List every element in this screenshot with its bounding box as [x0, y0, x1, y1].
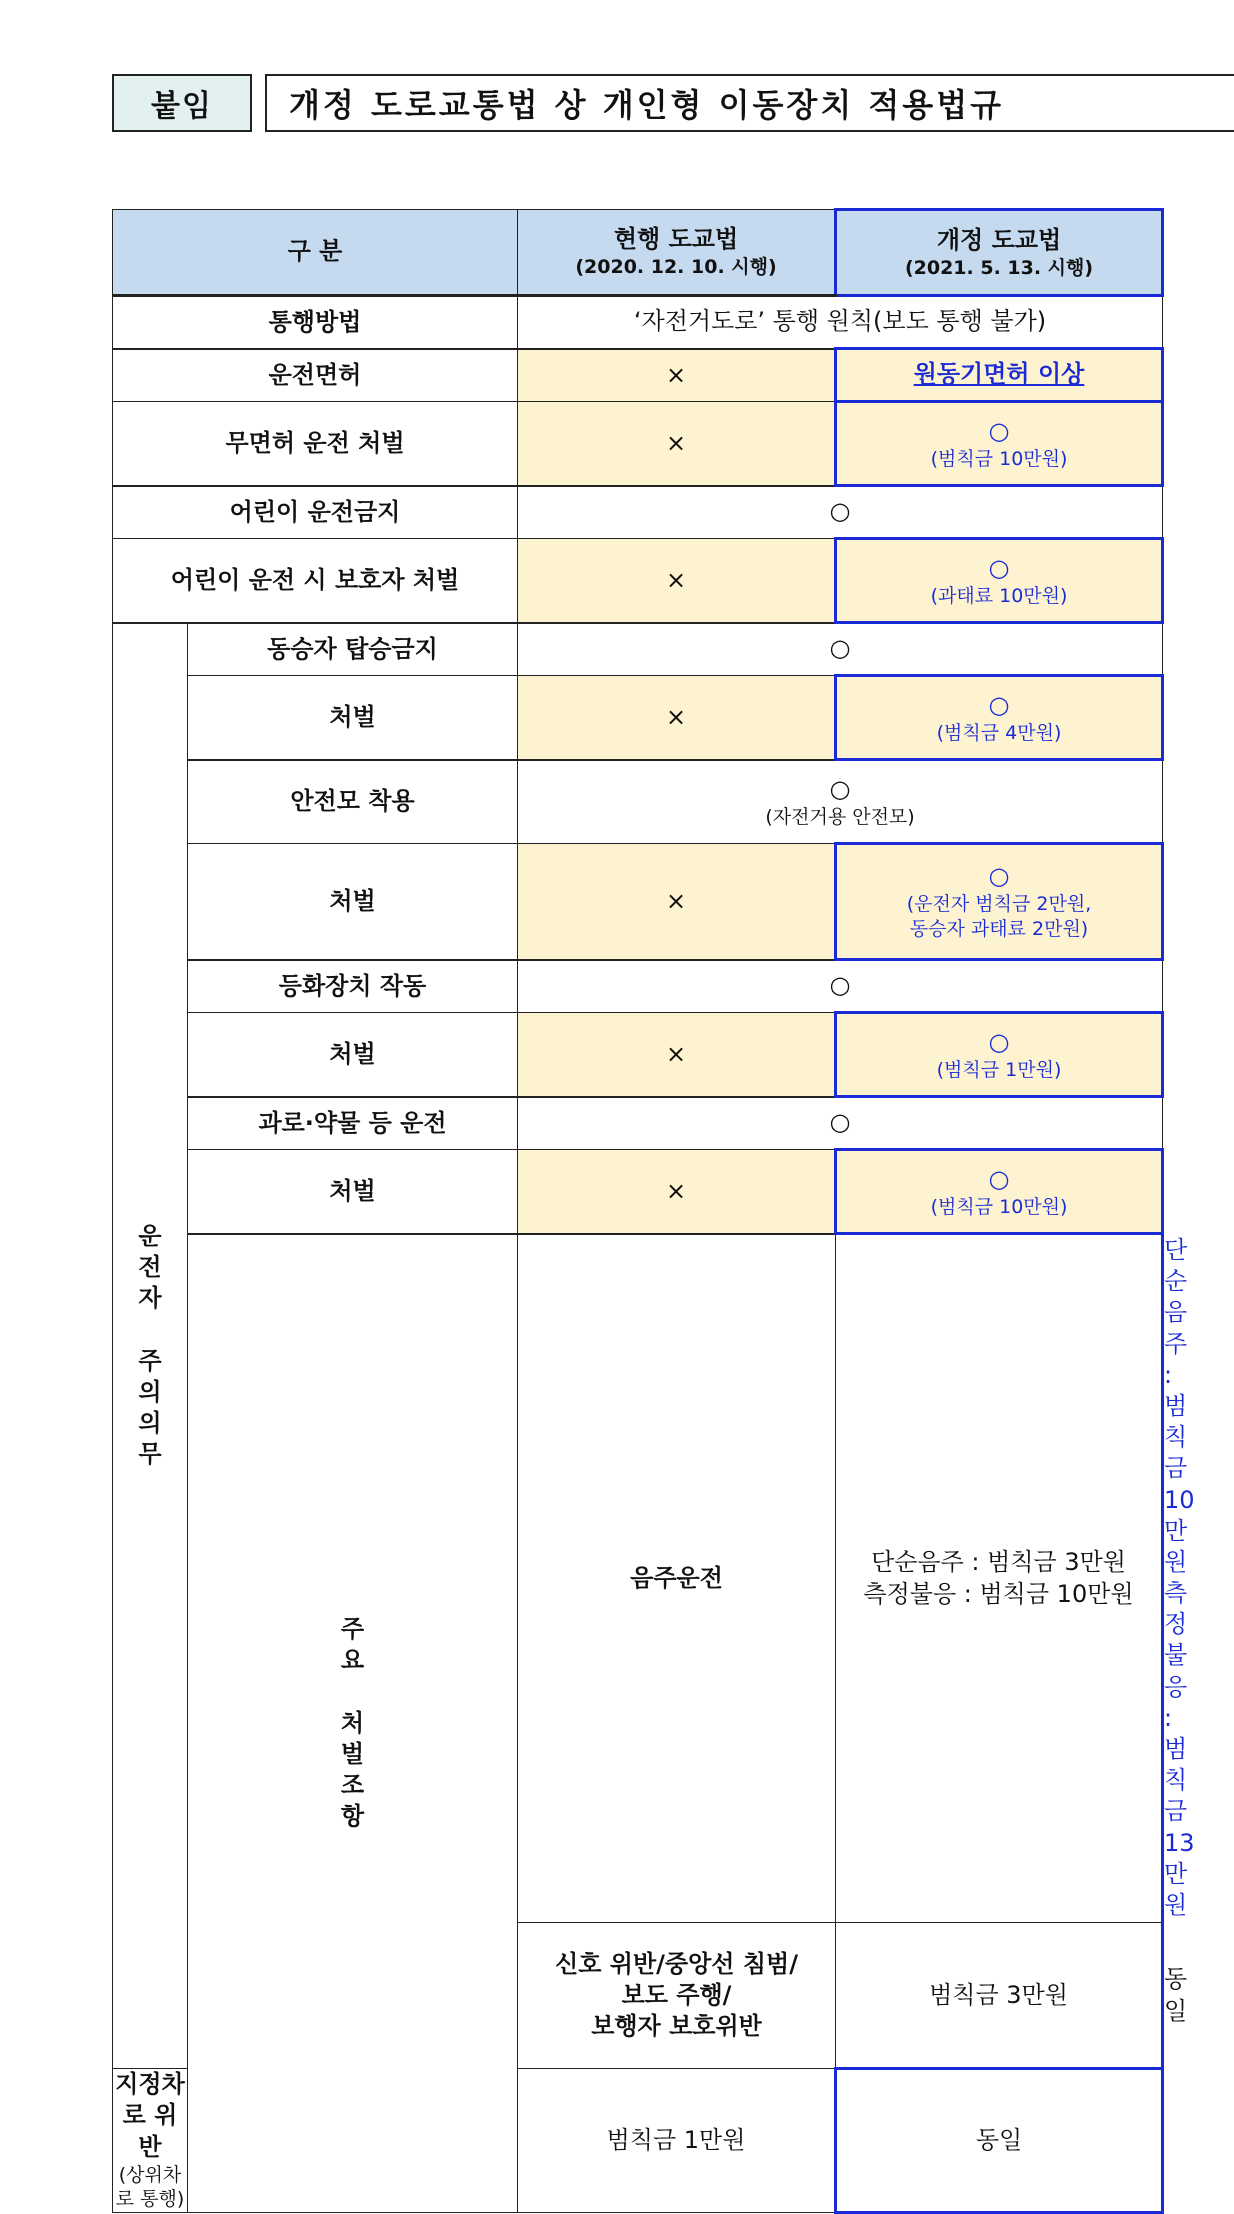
row-label: 운전면허 [113, 349, 518, 402]
header-revised-law: 개정 도교법 (2021. 5. 13. 시행) [836, 210, 1163, 296]
header-category: 구 분 [113, 210, 518, 296]
table-row [113, 1150, 1163, 1234]
row-label: 등화장치 작동 [188, 960, 518, 1013]
revised-value: ○ (운전자 범칙금 2만원, 동승자 과태료 2만원) [836, 844, 1163, 960]
current-value: 단순음주 : 범칙금 3만원 측정불응 : 범칙금 10만원 [836, 1234, 1163, 1923]
revised-value: ○ (범칙금 10만원) [836, 402, 1163, 486]
row-label: 안전모 착용 [188, 760, 518, 844]
current-value: × [518, 1150, 836, 1234]
document-title: 개정 도로교통법 상 개인형 이동장치 적용법규 [265, 74, 1234, 132]
row-label: 음주운전 [518, 1234, 836, 1923]
revised-value: 원동기면허 이상 [836, 349, 1163, 402]
table-row [113, 676, 1163, 760]
table-row [113, 402, 1163, 486]
table-row: 신호 위반/중앙선 침범/ 보도 주행/ 보행자 보호위반 범칙금 3만원 동일 [113, 1923, 1163, 2069]
table-row: 주 요 처 벌 조 항 음주운전 단순음주 : 범칙금 3만원 측정불응 : 범칙금 10만원 단순음주 : 범칙금 10만원 측정불응 : 범칙금 13만원 [113, 1234, 1163, 1923]
current-value: × [518, 676, 836, 760]
table-row [113, 960, 1163, 1013]
revised-value: ○ (과태료 10만원) [836, 539, 1163, 623]
table-row [113, 623, 1163, 676]
row-label: 어린이 운전금지 [113, 486, 518, 539]
table-row [113, 349, 1163, 402]
group-label-driver-duty: 운 전 자 주 의 의 무 [113, 623, 188, 2069]
current-value: × [518, 1013, 836, 1097]
merged-value: ○ [518, 623, 1163, 676]
current-value: × [518, 402, 836, 486]
row-label: 과로·약물 등 운전 [188, 1097, 518, 1150]
table-row [113, 844, 1163, 960]
row-label: 처벌 [188, 1150, 518, 1234]
regulation-table [112, 208, 1195, 2214]
merged-value: ○ [518, 960, 1163, 1013]
revised-value: ○ (범칙금 10만원) [836, 1150, 1163, 1234]
row-label: 처벌 [188, 1013, 518, 1097]
revised-value: 동일 [836, 2069, 1163, 2213]
row-label: 지정차로 위반 (상위차로 통행) [113, 2069, 188, 2213]
table-row [113, 1097, 1163, 1150]
merged-value: ○ [518, 486, 1163, 539]
row-label: 신호 위반/중앙선 침범/ 보도 주행/ 보행자 보호위반 [518, 1923, 836, 2069]
row-label: 어린이 운전 시 보호자 처벌 [113, 539, 518, 623]
table-row [113, 760, 1163, 844]
row-label: 무면허 운전 처벌 [113, 402, 518, 486]
revised-value: ○ (범칙금 1만원) [836, 1013, 1163, 1097]
row-label: 동승자 탑승금지 [188, 623, 518, 676]
table-row [113, 1013, 1163, 1097]
revised-value: ○ (범칙금 4만원) [836, 676, 1163, 760]
current-value: 범칙금 3만원 [836, 1923, 1163, 2069]
attachment-tag: 붙임 [112, 74, 252, 132]
current-value: × [518, 539, 836, 623]
table-row [113, 296, 1163, 349]
header-current-law: 현행 도교법 (2020. 12. 10. 시행) [518, 210, 836, 296]
row-label: 처벌 [188, 676, 518, 760]
table-header-row [113, 210, 1163, 296]
group-label-main-penalties: 주 요 처 벌 조 항 [188, 1234, 518, 2213]
table-row [113, 539, 1163, 623]
merged-value: ‘자전거도로’ 통행 원칙(보도 통행 불가) [518, 296, 1163, 349]
current-value: × [518, 844, 836, 960]
row-label: 처벌 [188, 844, 518, 960]
current-value: 범칙금 1만원 [518, 2069, 836, 2213]
row-label: 통행방법 [113, 296, 518, 349]
table-row [113, 486, 1163, 539]
merged-value: ○ (자전거용 안전모) [518, 760, 1163, 844]
current-value: × [518, 349, 836, 402]
merged-value: ○ [518, 1097, 1163, 1150]
